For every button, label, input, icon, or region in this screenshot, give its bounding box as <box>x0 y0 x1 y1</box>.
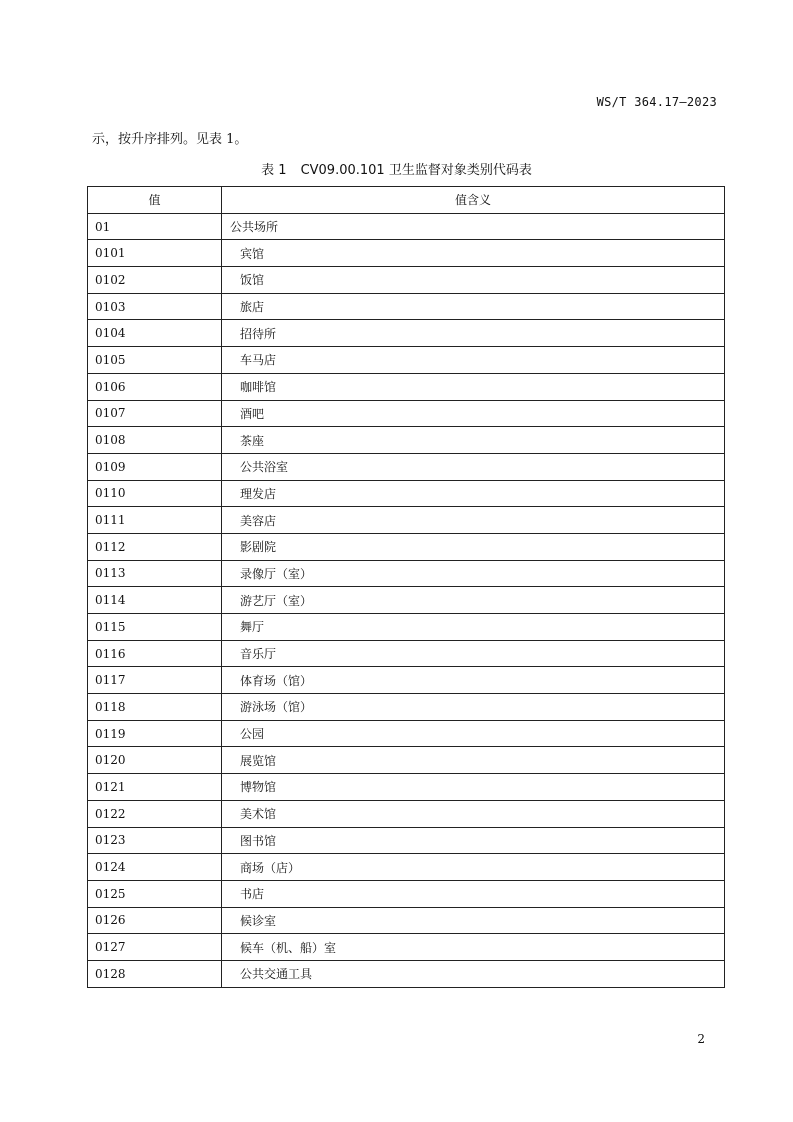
table-row <box>88 640 725 667</box>
table-row <box>88 560 725 587</box>
cell-value: 0119 <box>88 720 222 747</box>
table-row <box>88 694 725 721</box>
standard-code: WS/T 364.17—2023 <box>596 95 717 109</box>
page-number: 2 <box>697 1032 705 1046</box>
cell-meaning: 旅店 <box>222 293 725 320</box>
table-row <box>88 747 725 774</box>
table-row <box>88 774 725 801</box>
code-table <box>87 186 725 988</box>
cell-meaning: 公共浴室 <box>222 453 725 480</box>
cell-meaning: 理发店 <box>222 480 725 507</box>
table-row <box>88 587 725 614</box>
cell-value: 0114 <box>88 587 222 614</box>
cell-meaning: 茶座 <box>222 427 725 454</box>
cell-meaning: 候车（机、船）室 <box>222 934 725 961</box>
cell-value: 0127 <box>88 934 222 961</box>
cell-meaning: 游艺厅（室） <box>222 587 725 614</box>
table-header-row <box>88 187 725 214</box>
cell-value: 0106 <box>88 373 222 400</box>
cell-meaning: 影剧院 <box>222 533 725 560</box>
table-row <box>88 934 725 961</box>
table-caption-title: CV09.00.101 卫生监督对象类别代码表 <box>300 163 532 178</box>
cell-meaning: 游泳场（馆） <box>222 694 725 721</box>
table-row <box>88 267 725 294</box>
cell-meaning: 候诊室 <box>222 907 725 934</box>
cell-meaning: 公园 <box>222 720 725 747</box>
cell-value: 0118 <box>88 694 222 721</box>
cell-meaning: 美术馆 <box>222 800 725 827</box>
table-row <box>88 667 725 694</box>
cell-value: 0109 <box>88 453 222 480</box>
cell-meaning: 饭馆 <box>222 267 725 294</box>
table-row <box>88 880 725 907</box>
cell-value: 0108 <box>88 427 222 454</box>
cell-value: 0120 <box>88 747 222 774</box>
cell-value: 0107 <box>88 400 222 427</box>
cell-meaning: 博物馆 <box>222 774 725 801</box>
cell-value: 0128 <box>88 960 222 987</box>
cell-value: 0112 <box>88 533 222 560</box>
table-body <box>88 213 725 987</box>
cell-meaning: 音乐厅 <box>222 640 725 667</box>
cell-value: 0115 <box>88 614 222 641</box>
table-row <box>88 320 725 347</box>
table-row <box>88 614 725 641</box>
table-row <box>88 347 725 374</box>
table-row <box>88 507 725 534</box>
cell-value: 0102 <box>88 267 222 294</box>
cell-meaning: 图书馆 <box>222 827 725 854</box>
cell-meaning: 舞厅 <box>222 614 725 641</box>
cell-value: 0110 <box>88 480 222 507</box>
table-row <box>88 480 725 507</box>
table-row <box>88 400 725 427</box>
cell-meaning: 酒吧 <box>222 400 725 427</box>
cell-value: 0103 <box>88 293 222 320</box>
cell-meaning: 招待所 <box>222 320 725 347</box>
cell-value: 0122 <box>88 800 222 827</box>
cell-value: 0104 <box>88 320 222 347</box>
cell-value: 0126 <box>88 907 222 934</box>
column-header-value: 值 <box>88 187 222 214</box>
table-row <box>88 907 725 934</box>
cell-meaning: 展览馆 <box>222 747 725 774</box>
table-row <box>88 240 725 267</box>
table-row <box>88 373 725 400</box>
cell-meaning: 体育场（馆） <box>222 667 725 694</box>
cell-meaning: 录像厅（室） <box>222 560 725 587</box>
cell-value: 0113 <box>88 560 222 587</box>
cell-meaning: 美容店 <box>222 507 725 534</box>
table-row <box>88 960 725 987</box>
cell-value: 0121 <box>88 774 222 801</box>
intro-text: 示，按升序排列。见表 1。 <box>92 132 248 147</box>
table-row <box>88 213 725 240</box>
cell-value: 0125 <box>88 880 222 907</box>
cell-meaning: 公共场所 <box>222 213 725 240</box>
cell-value: 0116 <box>88 640 222 667</box>
table-row <box>88 854 725 881</box>
column-header-meaning: 值含义 <box>222 187 725 214</box>
table-row <box>88 427 725 454</box>
cell-value: 0101 <box>88 240 222 267</box>
table-row <box>88 533 725 560</box>
table-row <box>88 827 725 854</box>
cell-meaning: 咖啡馆 <box>222 373 725 400</box>
cell-value: 0105 <box>88 347 222 374</box>
cell-value: 0111 <box>88 507 222 534</box>
cell-value: 0117 <box>88 667 222 694</box>
cell-meaning: 车马店 <box>222 347 725 374</box>
cell-meaning: 商场（店） <box>222 854 725 881</box>
table-caption-number: 表 1 <box>261 163 287 178</box>
table-row <box>88 800 725 827</box>
cell-meaning: 书店 <box>222 880 725 907</box>
table-row <box>88 720 725 747</box>
cell-meaning: 公共交通工具 <box>222 960 725 987</box>
table-caption <box>0 159 793 178</box>
cell-value: 0123 <box>88 827 222 854</box>
cell-value: 0124 <box>88 854 222 881</box>
table-row <box>88 453 725 480</box>
table-row <box>88 293 725 320</box>
cell-value: 01 <box>88 213 222 240</box>
cell-meaning: 宾馆 <box>222 240 725 267</box>
